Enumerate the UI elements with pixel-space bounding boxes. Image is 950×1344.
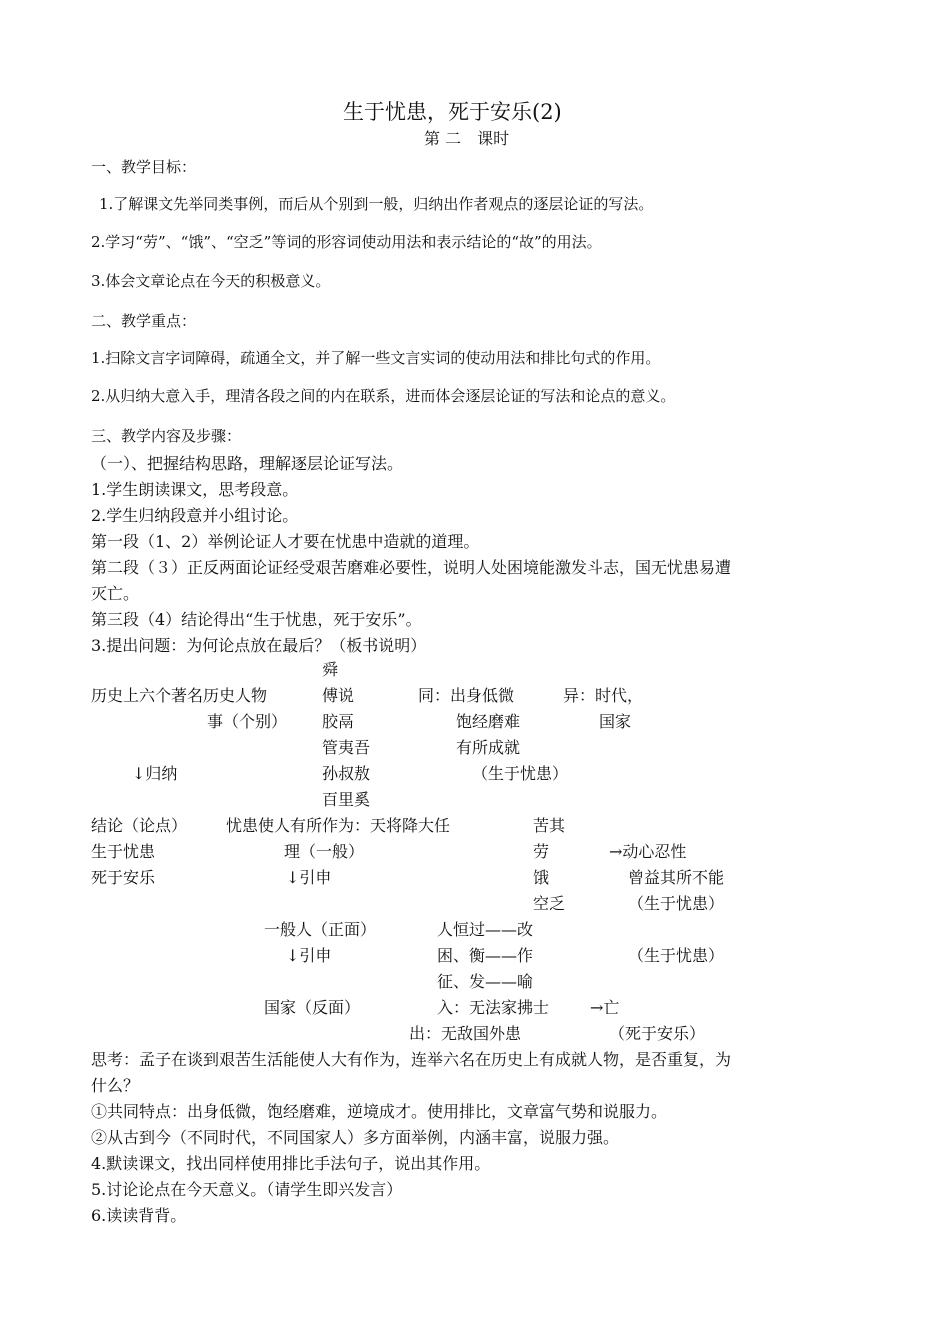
case-label: 事（个别）: [207, 712, 288, 731]
person-sunshu-ao: 孙叔敖: [322, 764, 371, 783]
worry-label: 忧患使人有所作为：天将降大任: [226, 816, 451, 835]
person-line-1: 人恒过——改: [437, 920, 534, 939]
extend-arrow-2: ↓引申: [286, 946, 332, 965]
content-line-7: 第三段（4）结论得出“生于忧患，死于安乐”。: [91, 610, 422, 629]
person-line-3: 征、发——喻: [437, 972, 534, 991]
conclusion-live: 生于忧患: [91, 842, 156, 861]
content-line-1: （一）、把握结构思路，理解逐层论证写法。: [91, 454, 404, 473]
page-title: 生于忧患，死于安乐(2): [343, 100, 562, 124]
principle-label: 理（一般）: [284, 842, 365, 861]
nation-label: 国家（反面）: [264, 998, 361, 1017]
effect-2: 曾益其所不能: [628, 868, 725, 887]
diff-item: 国家: [599, 712, 632, 731]
same-item-2: 有所成就: [456, 738, 521, 757]
thinking-line-2: 什么？: [91, 1076, 140, 1095]
key-point-item-2: 2.从归纳大意入手，理清各段之间的内在联系，进而体会逐层论证的写法和论点的意义。: [91, 387, 676, 405]
ordinary-label: 一般人（正面）: [264, 920, 377, 939]
thinking-line-1: 思考：孟子在谈到艰苦生活能使人大有作为，连举六名在历史上有成就人物，是否重复，为: [91, 1050, 732, 1069]
person-conclusion: （生于忧患）: [628, 946, 725, 965]
content-line-4: 第一段（1、2）举例论证人才要在忧患中造就的道理。: [91, 532, 480, 551]
key-points-heading: 二、教学重点：: [91, 312, 197, 330]
nation-out: 出：无敌国外患: [409, 1024, 522, 1043]
effect-arrow: →动心忍性: [609, 842, 687, 861]
hardship-kuqi: 苦其: [533, 816, 566, 835]
person-baili-xi: 百里奚: [322, 790, 371, 809]
person-line-2: 困、衡——作: [437, 946, 534, 965]
nation-conclusion: （死于安乐）: [609, 1024, 706, 1043]
conclusion-label: 结论（论点）: [91, 816, 188, 835]
person-fu-yue: 傅说: [322, 686, 355, 705]
step-4: 4.默读课文，找出同样使用排比手法句子，说出其作用。: [91, 1154, 491, 1173]
content-line-8: 3.提出问题：为何论点放在最后？（板书说明）: [91, 636, 427, 655]
step-5: 5.讨论论点在今天意义。（请学生即兴发言）: [91, 1180, 403, 1199]
page-subtitle: 第 二 课时: [424, 129, 510, 148]
person-jiao-ge: 胶鬲: [322, 712, 355, 731]
same-label: 同：出身低微: [418, 686, 515, 705]
objectives-heading: 一、教学目标：: [91, 158, 197, 176]
hardship-lao: 劳: [533, 842, 550, 861]
conclusion-die: 死于安乐: [91, 868, 156, 887]
thinking-point-2: ②从古到今（不同时代，不同国家人）多方面举例，内涵丰富，说服力强。: [91, 1128, 620, 1147]
hardship-e: 饿: [533, 868, 550, 887]
induce-arrow: ↓归纳: [132, 764, 178, 783]
same-conclusion: （生于忧患）: [472, 764, 569, 783]
hardship-kongfa: 空乏: [533, 894, 566, 913]
thinking-point-1: ①共同特点：出身低微，饱经磨难，逆境成才。使用排比，文章富气势和说服力。: [91, 1102, 668, 1121]
content-line-3: 2.学生归纳段意并小组讨论。: [91, 506, 299, 525]
objective-item-2: 2.学习“劳”、“饿”、“空乏”等词的形容词使动用法和表示结论的“故”的用法。: [91, 233, 602, 251]
person-shun: 舜: [322, 660, 339, 679]
diff-label: 异：时代，: [563, 686, 644, 705]
content-line-5: 第二段（３）正反两面论证经受艰苦磨难必要性，说明人处困境能激发斗志，国无忧患易遭: [91, 558, 732, 577]
objective-item-1: 1.了解课文先举同类事例，而后从个别到一般，归纳出作者观点的逐层论证的写法。: [99, 195, 654, 213]
step-6: 6.读读背背。: [91, 1206, 187, 1225]
content-line-6: 灭亡。: [91, 584, 140, 603]
extend-arrow-1: ↓引申: [286, 868, 332, 887]
key-point-item-1: 1.扫除文言字词障碍，疏通全文，并了解一些文言实词的使动用法和排比句式的作用。: [91, 349, 661, 367]
nation-in: 入：无法家拂士: [437, 998, 550, 1017]
content-heading: 三、教学内容及步骤：: [91, 427, 242, 445]
person-guan-yiwu: 管夷吾: [322, 738, 371, 757]
content-line-2: 1.学生朗读课文，思考段意。: [91, 480, 299, 499]
objective-item-3: 3.体会文章论点在今天的积极意义。: [91, 272, 331, 290]
same-item-1: 饱经磨难: [456, 712, 521, 731]
effect-conclusion: （生于忧患）: [628, 894, 725, 913]
nation-arrow: →亡: [590, 998, 620, 1017]
history-label: 历史上六个著名历史人物: [91, 686, 268, 705]
